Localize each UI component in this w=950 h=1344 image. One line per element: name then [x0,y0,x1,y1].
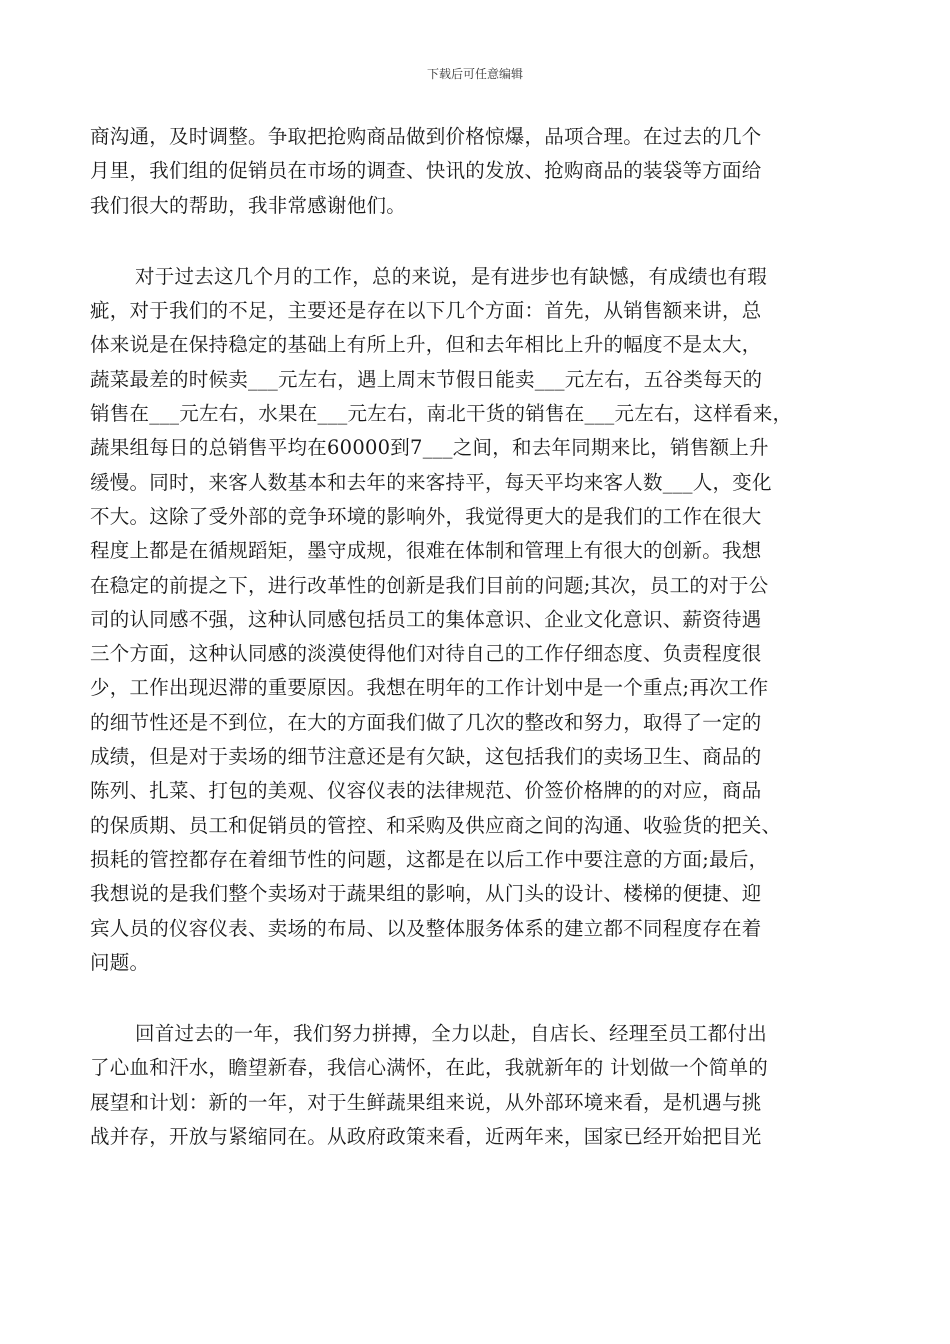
text-line: 程度上都是在循规蹈矩，墨守成规，很难在体制和管理上有很大的创新。我想 [90,539,762,563]
text-line: 月里，我们组的促销员在市场的调查、快讯的发放、抢购商品的装袋等方面给 [90,159,762,183]
paragraph-3 [90,1017,870,1154]
text-line: 我们很大的帮助，我非常感谢他们。 [90,193,407,217]
text-line: 了心血和汗水，瞻望新春，我信心满怀，在此，我就新年的 计划做一个简单的 [90,1056,768,1080]
paragraph-1 [90,120,870,223]
text-line: 司的认同感不强，这种认同感包括员工的集体意识、企业文化意识、薪资待遇 [90,607,762,631]
text-line: 陈列、扎菜、打包的美观、仪容仪表的法律规范、价签价格牌的的对应，商品 [90,779,762,803]
text-line: 的细节性还是不到位，在大的方面我们做了几次的整改和努力，取得了一定的 [90,710,762,734]
text-line: 在稳定的前提之下，进行改革性的创新是我们目前的问题;其次，员工的对于公 [90,573,769,597]
text-line: 对于过去这几个月的工作，总的来说，是有进步也有缺憾，有成绩也有瑕 [135,264,768,288]
text-line: 成绩，但是对于卖场的细节注意还是有欠缺，这包括我们的卖场卫生、商品的 [90,745,762,769]
text-line: 损耗的管控都存在着细节性的问题，这都是在以后工作中要注意的方面;最后， [90,847,769,871]
text-line: 少，工作出现迟滞的重要原因。我想在明年的工作计划中是一个重点;再次工作 [90,676,769,700]
text-line: 回首过去的一年，我们努力拼搏，全力以赴，自店长、经理至员工都付出 [135,1022,768,1046]
text-line: 蔬菜最差的时候卖___元左右，遇上周末节假日能卖___元左右，五谷类每天的 [90,367,763,391]
text-line: 缓慢。同时，来客人数基本和去年的来客持平，每天平均来客人数___人，变化 [90,470,772,494]
text-line: 销售在___元左右，水果在___元左右，南北干货的销售在___元左右，这样看来， [90,402,793,426]
text-line: 疵，对于我们的不足，主要还是存在以下几个方面：首先，从销售额来讲，总 [90,299,762,323]
document-body [90,120,870,1154]
paragraph-2 [90,260,870,980]
text-line: 三个方面，这种认同感的淡漠使得他们对待自己的工作仔细态度、负责程度很 [90,642,762,666]
text-line: 宾人员的仪容仪表、卖场的布局、以及整体服务体系的建立都不同程度存在着 [90,916,762,940]
text-line: 不大。这除了受外部的竞争环境的影响外，我觉得更大的是我们的工作在很大 [90,504,762,528]
text-line: 战并存，开放与紧缩同在。从政府政策来看，近两年来，国家已经开始把目光 [90,1125,762,1149]
text-line: 问题。 [90,950,150,974]
page-header: 下载后可任意编辑 [426,67,523,81]
text-line: 蔬果组每日的总销售平均在60000到7___之间，和去年同期来比，销售额上升 [90,436,769,460]
text-line: 展望和计划：新的一年，对于生鲜蔬果组来说，从外部环境来看，是机遇与挑 [90,1090,762,1114]
text-line: 商沟通，及时调整。争取把抢购商品做到价格惊爆，品项合理。在过去的几个 [90,125,762,148]
text-line: 的保质期、员工和促销员的管控、和采购及供应商之间的沟通、收验货的把关、 [90,813,782,837]
text-line: 体来说是在保持稳定的基础上有所上升，但和去年相比上升的幅度不是太大， [90,333,762,357]
text-line: 我想说的是我们整个卖场对于蔬果组的影响，从门头的设计、楼梯的便捷、迎 [90,882,762,906]
